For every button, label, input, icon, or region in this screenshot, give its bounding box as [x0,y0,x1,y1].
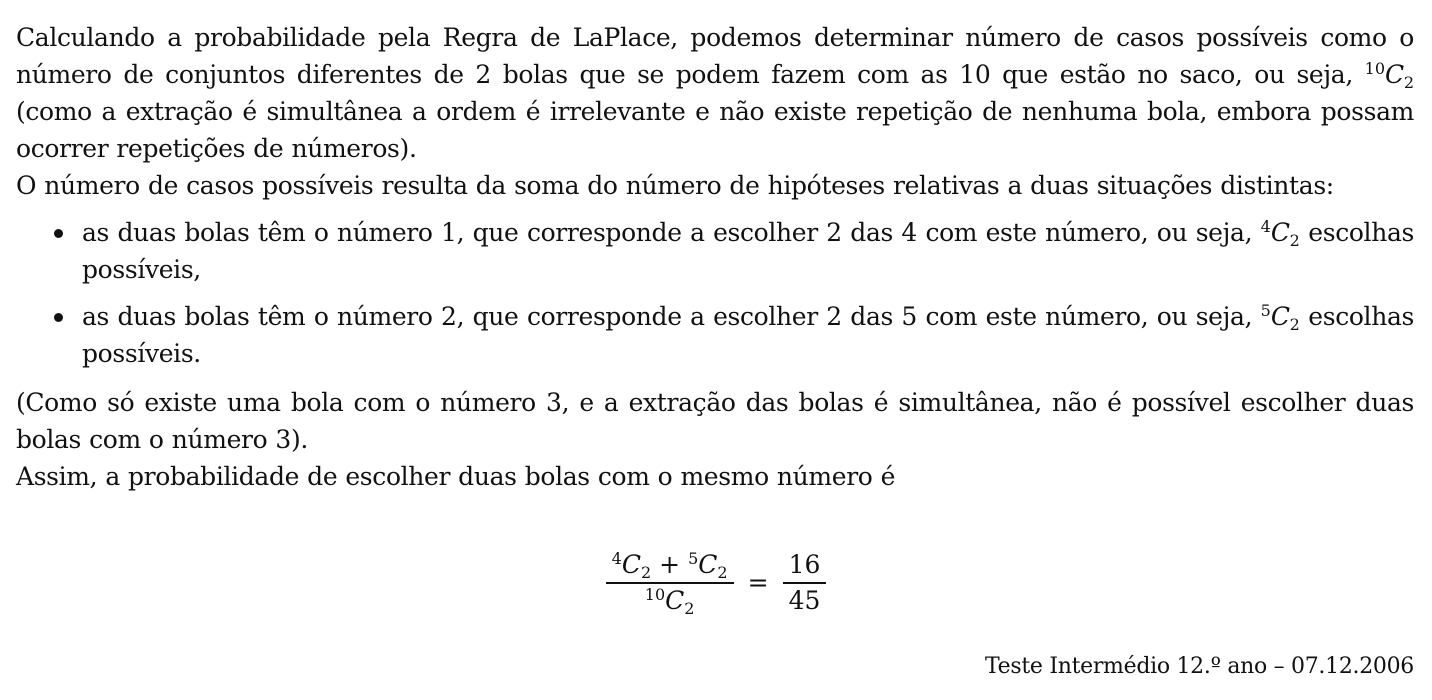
combination-symbol: C [665,585,685,615]
list-item-text-b: escolhas possíveis, [82,218,1414,284]
paragraph-laplace-text-b: (como a extração é simultânea a ordem é irrelevante e não existe repetição de nenhuma bola, embora possam ocorrer repetições de números). [16,97,1414,163]
result-denominator: 45 [788,585,821,615]
bullet-icon [54,229,63,238]
paragraph-cases: O número de casos possíveis resulta da soma do número de hipóteses relativas a duas situações distintas: [16,171,1334,200]
combination-sub: 2 [1289,315,1300,334]
formula-result-fraction [783,548,827,618]
combination-symbol: C [698,550,718,579]
probability-formula [0,548,1432,618]
combination-symbol: C [1270,218,1290,247]
list-item-text-a: as duas bolas têm o número 2, que corresponde a escolher 2 das 5 com este número, ou seja, [82,302,1253,331]
combination-sup: 5 [688,549,699,568]
paragraph-laplace [16,19,1414,167]
formula-denominator [639,584,701,618]
result-numerator: 16 [788,550,821,579]
list-item-text-b: escolhas possíveis. [82,302,1414,368]
combination-sub: 2 [717,563,728,582]
combination-sup: 4 [611,549,622,568]
plus-sign: + [659,550,681,579]
combination-sup: 4 [1260,217,1271,236]
formula-numerator [606,548,734,582]
equals-sign: = [747,568,769,598]
combination-sub: 2 [1289,231,1300,250]
bullet-icon [54,313,63,322]
list-item [16,214,1414,288]
cases-list [16,214,1414,372]
combination-sub: 2 [640,563,652,582]
combination-sup: 5 [1260,301,1271,320]
source-footer: Teste Intermédio 12.º ano – 07.12.2006 [984,654,1414,679]
paragraph-ball-three: (Como só existe uma bola com o número 3, e a extração das bolas é simultânea, não é possível escolher duas bolas com o número 3). [16,388,1414,454]
combination-sup: 10 [1364,59,1386,78]
list-item [16,298,1414,372]
combination-sub: 2 [684,598,695,618]
combination-symbol: C [1385,60,1404,89]
list-item-text-a: as duas bolas têm o número 1, que corresponde a escolher 2 das 4 com este número, ou seja, [82,218,1253,247]
formula-left-fraction [606,548,734,618]
combination-symbol: C [1270,302,1290,331]
combination-sub: 2 [1403,73,1414,92]
combination-sup: 10 [644,584,666,604]
paragraph-conclusion: Assim, a probabilidade de escolher duas bolas com o mesmo número é [16,462,896,491]
combination-symbol: C [621,550,641,579]
paragraph-laplace-text-a: Calculando a probabilidade pela Regra de LaPlace, podemos determinar número de casos possíveis como o número de conjuntos diferentes de 2 bolas que se podem fazem com as 10 que estão no saco, ou seja, [16,23,1414,89]
